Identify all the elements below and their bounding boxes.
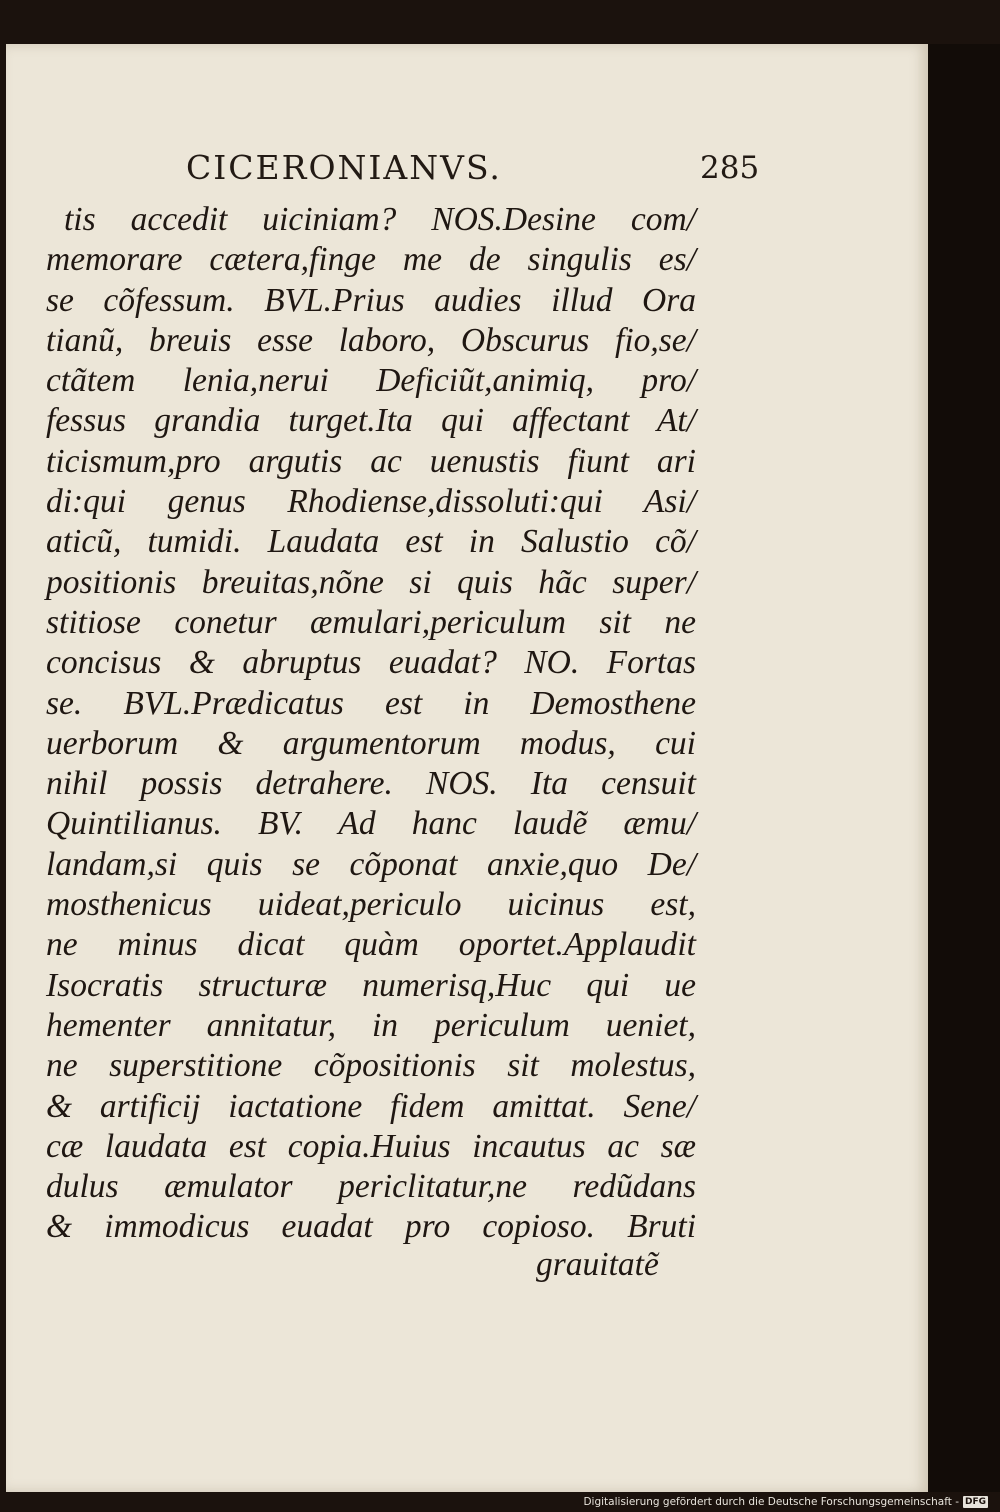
page-number: 285 bbox=[700, 150, 760, 186]
text-line: Isocratis structuræ numerisq,Huc qui ue bbox=[46, 966, 696, 1004]
text-line: ctãtem lenia,nerui Deficiũt,animiq, pro/ bbox=[46, 362, 696, 400]
text-line: fessus grandia turget.Ita qui affectant At/ bbox=[46, 402, 696, 440]
text-line: se. BVL.Prædicatus est in Demosthene bbox=[46, 684, 696, 722]
text-line: positionis breuitas,nõne si quis hãc super/ bbox=[46, 563, 696, 601]
text-line: stitiose conetur æmulari,periculum sit ne bbox=[46, 603, 696, 641]
text-line: ne superstitione cõpositionis sit molestus, bbox=[46, 1047, 696, 1085]
text-line: mosthenicus uideat,periculo uicinus est, bbox=[46, 886, 696, 924]
text-line: uerborum & argumentorum modus, cui bbox=[46, 724, 696, 762]
text-line: dulus æmulator periclitatur,ne redũdans bbox=[46, 1168, 696, 1206]
text-line: memorare cætera,finge me de singulis es/ bbox=[46, 241, 696, 279]
text-line: ticismum,pro argutis ac uenustis fiunt ari bbox=[46, 442, 696, 480]
text-line: & artificij iactatione fidem amittat. Sene/ bbox=[46, 1087, 696, 1125]
footer-credit: Digitalisierung gefördert durch die Deutsche Forschungsgemeinschaft - bbox=[583, 1496, 959, 1508]
running-title: CICERONIANVS. bbox=[186, 148, 502, 187]
text-line: di:qui genus Rhodiense,dissoluti:qui Asi/ bbox=[46, 483, 696, 521]
text-line: tianũ, breuis esse laboro, Obscurus fio,se/ bbox=[46, 321, 696, 359]
text-line: cæ laudata est copia.Huius incautus ac sæ bbox=[46, 1127, 696, 1165]
text-line: & immodicus euadat pro copioso. Bruti bbox=[46, 1208, 696, 1246]
dfg-logo-icon: DFG bbox=[964, 1497, 986, 1507]
body-text bbox=[46, 200, 696, 1248]
text-line: tis accedit uiciniam? NOS.Desine com/ bbox=[64, 201, 696, 238]
text-line: concisus & abruptus euadat? NO. Fortas bbox=[46, 644, 696, 682]
text-line: se cõfessum. BVL.Prius audies illud Ora bbox=[46, 281, 696, 319]
text-line: nihil possis detrahere. NOS. Ita censuit bbox=[46, 765, 696, 803]
text-line: ne minus dicat quàm oportet.Applaudit bbox=[46, 926, 696, 964]
digitization-footer bbox=[583, 1494, 988, 1510]
catchword: grauitatẽ bbox=[536, 1246, 659, 1283]
text-line: hementer annitatur, in periculum ueniet, bbox=[46, 1006, 696, 1044]
page-edge-shadow bbox=[928, 44, 1000, 1492]
text-line: Quintilianus. BV. Ad hanc laudẽ æmu/ bbox=[46, 805, 696, 843]
text-line: aticũ, tumidi. Laudata est in Salustio cõ/ bbox=[46, 523, 696, 561]
text-line: landam,si quis se cõponat anxie,quo De/ bbox=[46, 845, 696, 883]
